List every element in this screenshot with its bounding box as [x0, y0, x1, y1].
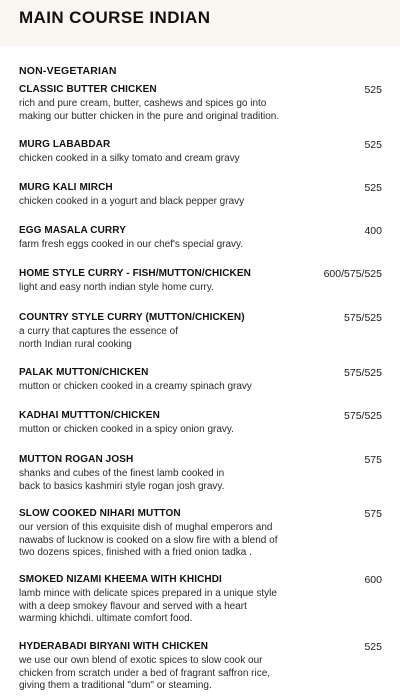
item-price: 525: [364, 641, 382, 653]
menu-item-header: [19, 410, 382, 424]
item-name: MURG KALI MIRCH: [19, 182, 113, 193]
item-name: SMOKED NIZAMI KHEEMA WITH KHICHDI: [19, 574, 222, 585]
item-description-line: giving them a traditional "dum" or steaming.: [19, 680, 212, 691]
item-description-line: warming khichdi. ultimate comfort food.: [19, 613, 193, 624]
menu-item: [19, 410, 382, 437]
item-name: EGG MASALA CURRY: [19, 225, 126, 236]
menu-item: [19, 508, 382, 560]
item-description-line: two dozens spices, finished with a fried onion tadka .: [19, 547, 252, 558]
menu-item: [19, 367, 382, 394]
menu-item-header: [19, 84, 382, 98]
item-description-line: shanks and cubes of the finest lamb cooked in: [19, 468, 225, 479]
item-description-line: our version of this exquisite dish of mughal emperors and: [19, 522, 273, 533]
item-description-line: we use our own blend of exotic spices to slow cook our: [19, 655, 263, 666]
item-price: 575/525: [344, 312, 382, 324]
section-heading: NON-VEGETARIAN: [19, 65, 117, 77]
item-price: 525: [364, 139, 382, 151]
item-description: [19, 239, 382, 252]
item-description-line: back to basics kashmiri style rogan josh gravy.: [19, 480, 225, 492]
menu-item-header: [19, 225, 382, 239]
item-description: [19, 153, 382, 166]
item-price: 575/525: [344, 410, 382, 422]
menu-item-header: [19, 508, 382, 522]
item-price: 575/525: [344, 367, 382, 379]
item-description: [19, 326, 382, 351]
item-description: [19, 588, 382, 626]
menu-item-header: [19, 182, 382, 196]
item-description-line: chicken from scratch under a bed of fragrant saffron rice,: [19, 667, 271, 679]
item-description-line: lamb mince with delicate spices prepared in a unique style: [19, 588, 277, 599]
item-name: CLASSIC BUTTER CHICKEN: [19, 84, 157, 95]
item-description-line: making our butter chicken in the pure and original tradition.: [19, 110, 280, 122]
menu-item-header: [19, 367, 382, 381]
menu-item: [19, 454, 382, 493]
page-title: MAIN COURSE INDIAN: [19, 8, 211, 27]
item-description: [19, 468, 382, 493]
item-description-line: a curry that captures the essence of: [19, 326, 178, 337]
menu-item: [19, 139, 382, 166]
menu-item: [19, 268, 382, 295]
item-name: KADHAI MUTTTON/CHICKEN: [19, 410, 160, 421]
item-name: HOME STYLE CURRY - FISH/MUTTON/CHICKEN: [19, 268, 251, 279]
menu-item: [19, 312, 382, 351]
menu-item: [19, 641, 382, 693]
item-price: 400: [364, 225, 382, 237]
item-description-line: north Indian rural cooking: [19, 338, 132, 350]
item-price: 600/575/525: [323, 268, 382, 280]
item-description: [19, 98, 382, 123]
menu-item-header: [19, 312, 382, 326]
item-name: HYDERABADI BIRYANI WITH CHICKEN: [19, 641, 209, 652]
item-price: 525: [364, 84, 382, 96]
item-price: 525: [364, 182, 382, 194]
item-price: 600: [364, 574, 382, 586]
item-description: [19, 381, 382, 394]
menu-item-header: [19, 574, 382, 588]
item-description: [19, 522, 382, 560]
menu-item-header: [19, 139, 382, 153]
item-name: MURG LABABDAR: [19, 139, 111, 150]
item-name: MUTTON ROGAN JOSH: [19, 454, 134, 465]
item-description: [19, 655, 382, 693]
item-description-line: mutton or chicken cooked in a spicy onion gravy.: [19, 424, 234, 435]
item-description: [19, 196, 382, 209]
item-description-line: rich and pure cream, butter, cashews and spices go into: [19, 98, 267, 109]
menu-item: [19, 182, 382, 209]
item-description: [19, 282, 382, 295]
menu-item-header: [19, 641, 382, 655]
menu-item: [19, 225, 382, 252]
item-description-line: chicken cooked in a silky tomato and cream gravy: [19, 153, 240, 164]
item-description-line: mutton or chicken cooked in a creamy spinach gravy: [19, 381, 252, 392]
menu-item-header: [19, 268, 382, 282]
item-name: COUNTRY STYLE CURRY (MUTTON/CHICKEN): [19, 312, 245, 323]
menu-item: [19, 574, 382, 626]
item-description-line: farm fresh eggs cooked in our chef's special gravy.: [19, 239, 244, 250]
item-description: [19, 424, 382, 437]
item-description-line: chicken cooked in a yogurt and black pepper gravy: [19, 196, 245, 207]
item-description-line: nawabs of lucknow is cooked on a slow fire with a blend of: [19, 534, 278, 546]
item-name: PALAK MUTTON/CHICKEN: [19, 367, 149, 378]
item-description-line: with a deep smokey flavour and served with a heart: [19, 600, 247, 612]
item-price: 575: [364, 508, 382, 520]
item-description-line: light and easy north indian style home curry.: [19, 282, 214, 293]
item-name: SLOW COOKED NIHARI MUTTON: [19, 508, 181, 519]
menu-item-header: [19, 454, 382, 468]
item-price: 575: [364, 454, 382, 466]
menu-item: [19, 84, 382, 123]
